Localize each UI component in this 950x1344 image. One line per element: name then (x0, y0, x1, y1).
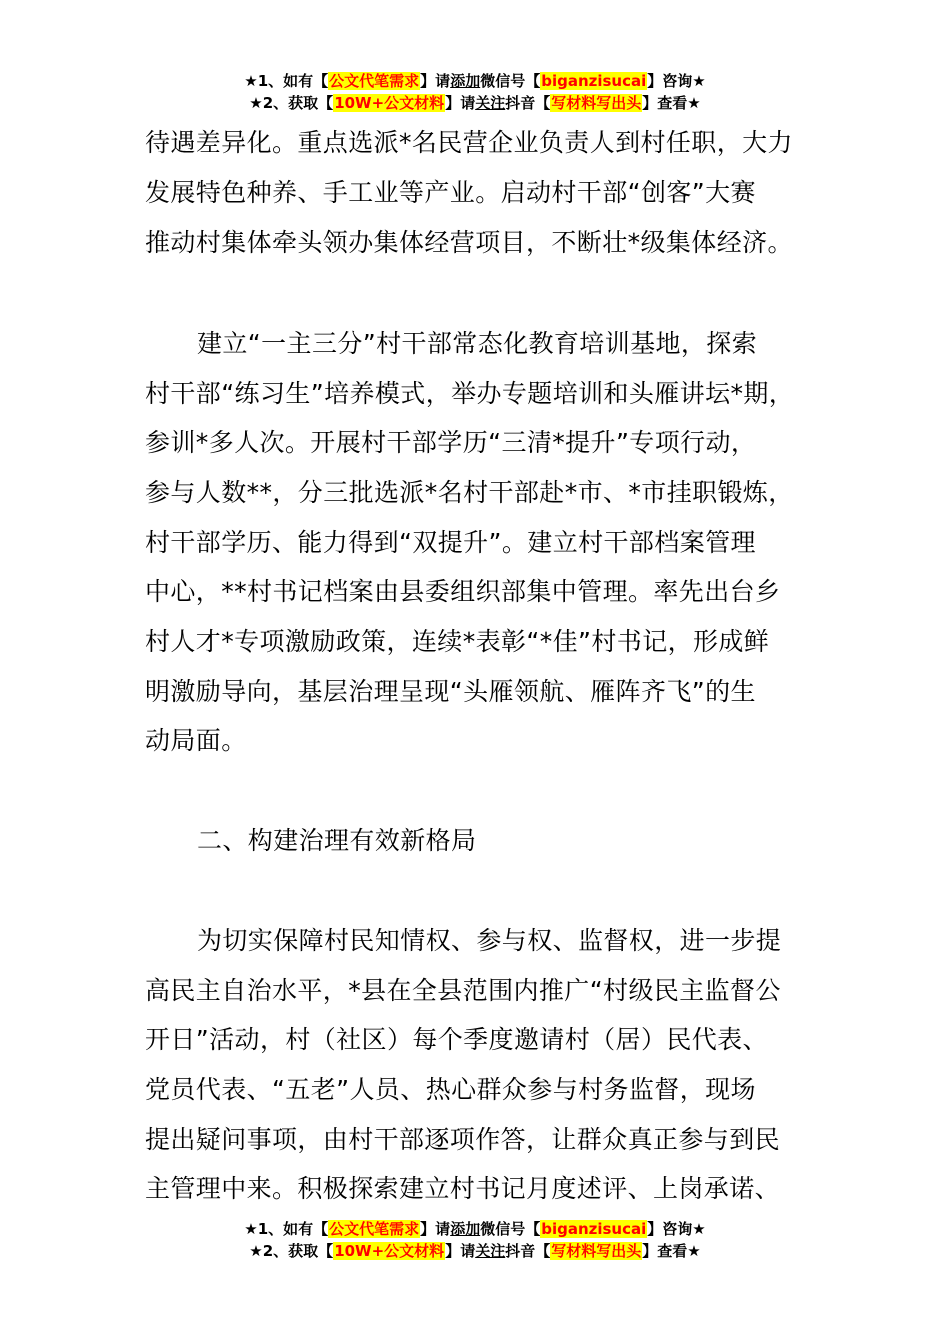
highlight-text: 公文代笔需求 (329, 1220, 420, 1238)
highlight-text: 10W+公文材料 (334, 1242, 445, 1260)
highlight-text: biganzisucai (541, 72, 647, 90)
header-text: 】请 (445, 94, 476, 112)
paragraph-line: 中心，**村书记档案由县委组织部集中管理。率先出台乡 (145, 577, 781, 606)
header-banner (0, 70, 950, 114)
paragraph-line: 待遇差异化。重点选派*名民营企业负责人到村任职，大力 (145, 128, 793, 157)
footer-line-1 (0, 1218, 950, 1240)
highlight-text: 10W+公文材料 (334, 94, 445, 112)
section-heading: 二、构建治理有效新格局 (197, 826, 477, 855)
paragraph-line: 发展特色种养、手工业等产业。启动村干部“创客”大赛 (145, 178, 756, 207)
footer-text: 】请 (420, 1220, 451, 1238)
paragraph-line: 高民主自治水平，*县在全县范围内推广“村级民主监督公 (145, 976, 781, 1005)
underlined-text: 关注 (475, 94, 506, 112)
underlined-text: 添加 (450, 1220, 481, 1238)
highlight-text: 写材料写出头 (551, 94, 642, 112)
header-text: 】请 (420, 72, 451, 90)
header-text: ★1、如有【 (244, 72, 329, 90)
footer-text: ★2、获取【 (249, 1242, 334, 1260)
paragraph-line: 动局面。 (145, 726, 247, 755)
highlight-text: 公文代笔需求 (329, 72, 420, 90)
header-text: ★2、获取【 (249, 94, 334, 112)
highlight-text: biganzisucai (541, 1220, 647, 1238)
underlined-text: 关注 (475, 1242, 506, 1260)
paragraph-line: 参与人数**，分三批选派*名村干部赴*市、*市挂职锻炼， (145, 478, 794, 507)
underlined-text: 添加 (450, 72, 481, 90)
footer-text: 抖音【 (505, 1242, 551, 1260)
header-text: 】咨询★ (647, 72, 706, 90)
header-line-1 (0, 70, 950, 92)
footer-text: 】查看★ (642, 1242, 701, 1260)
paragraph-line: 主管理中来。积极探索建立村书记月度述评、上岗承诺、 (145, 1174, 781, 1203)
paragraph-line: 村干部“练习生”培养模式，举办专题培训和头雁讲坛*期， (145, 379, 795, 408)
highlight-text: 写材料写出头 (551, 1242, 642, 1260)
paragraph-line: 参训*多人次。开展村干部学历“三清*提升”专项行动， (145, 428, 757, 457)
paragraph-line: 村干部学历、能力得到“双提升”。建立村干部档案管理 (145, 528, 756, 557)
paragraph-line: 为切实保障村民知情权、参与权、监督权，进一步提 (197, 926, 782, 955)
footer-banner (0, 1218, 950, 1262)
footer-text: 】咨询★ (647, 1220, 706, 1238)
paragraph-line: 明激励导向，基层治理呈现“头雁领航、雁阵齐飞”的生 (145, 677, 756, 706)
header-text: 微信号【 (480, 72, 541, 90)
header-line-2 (0, 92, 950, 114)
paragraph-line: 推动村集体牵头领办集体经营项目，不断壮*级集体经济。 (145, 228, 793, 257)
header-text: 】查看★ (642, 94, 701, 112)
paragraph-line: 开日”活动，村（社区）每个季度邀请村（居）民代表、 (145, 1025, 768, 1054)
paragraph-line: 提出疑问事项，由村干部逐项作答，让群众真正参与到民 (145, 1125, 781, 1154)
footer-text: 微信号【 (480, 1220, 541, 1238)
footer-text: ★1、如有【 (244, 1220, 329, 1238)
paragraph-line: 党员代表、“五老”人员、热心群众参与村务监督，现场 (145, 1075, 756, 1104)
header-text: 抖音【 (505, 94, 551, 112)
paragraph-line: 建立“一主三分”村干部常态化教育培训基地，探索 (197, 329, 758, 358)
footer-line-2 (0, 1240, 950, 1262)
footer-text: 】请 (445, 1242, 476, 1260)
paragraph-line: 村人才*专项激励政策，连续*表彰“*佳”村书记，形成鲜 (145, 627, 770, 656)
